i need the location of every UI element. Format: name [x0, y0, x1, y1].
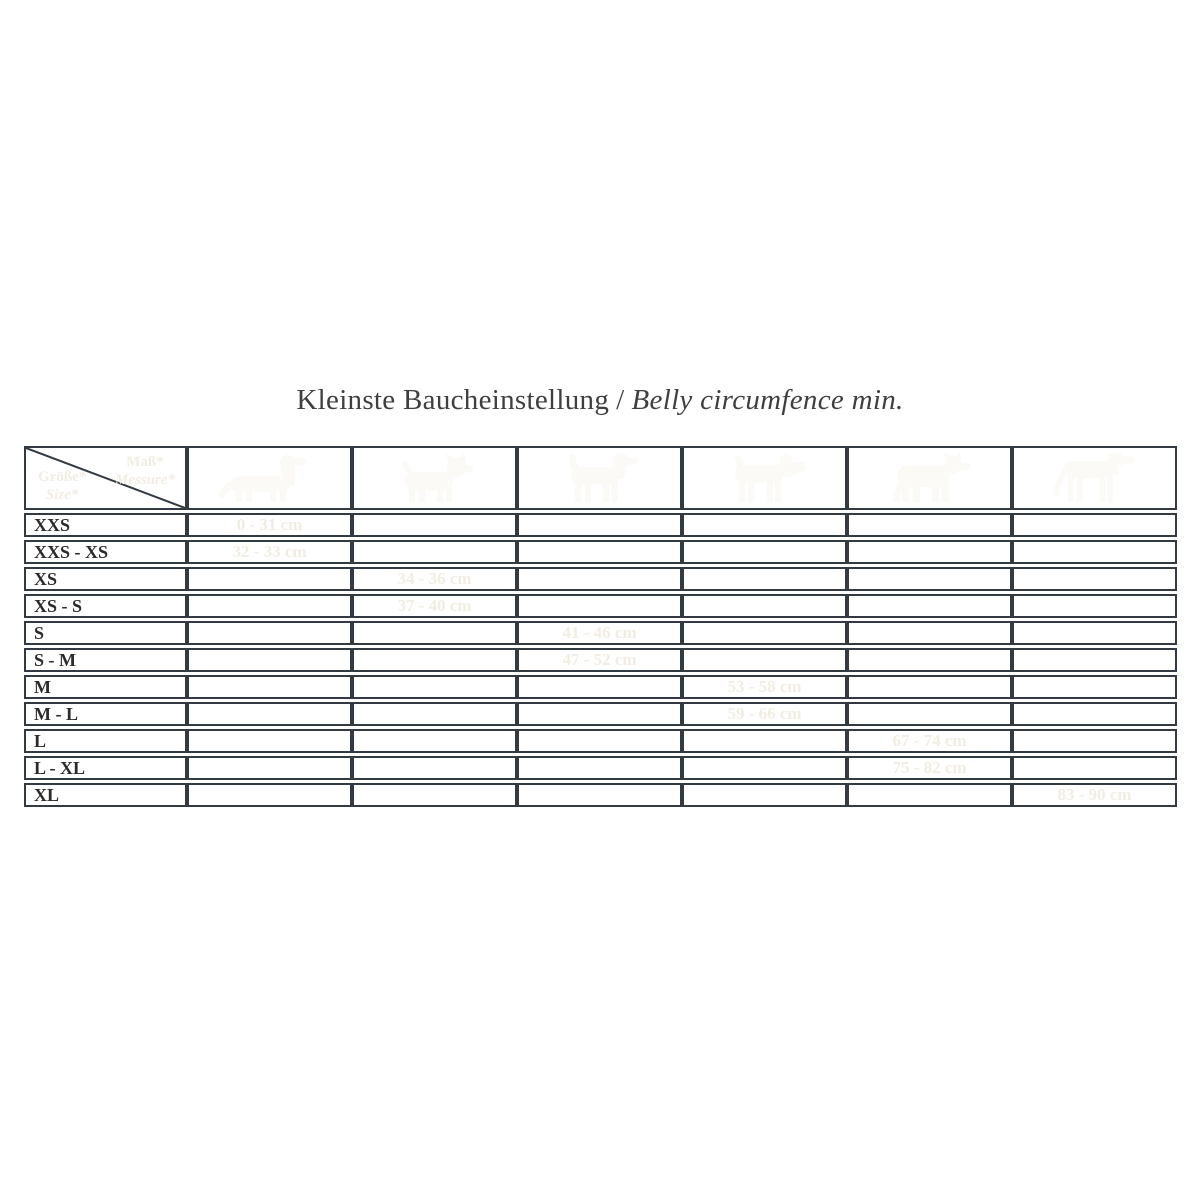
column-header-terrier [352, 446, 517, 510]
range-cell: 41 - 46 cm [517, 621, 682, 645]
empty-cell [682, 594, 847, 618]
title-separator: / [616, 384, 625, 416]
empty-cell [847, 513, 1012, 537]
empty-cell [847, 648, 1012, 672]
empty-cell [352, 675, 517, 699]
empty-cell [1012, 648, 1177, 672]
dachshund-icon [208, 452, 332, 506]
empty-cell [847, 540, 1012, 564]
empty-cell [517, 540, 682, 564]
corner-cell [24, 446, 187, 510]
column-header-dachshund [187, 446, 352, 510]
size-label-cell: XS [24, 567, 187, 591]
size-label-cell: XL [24, 783, 187, 807]
size-label-en: Size* [45, 487, 79, 503]
empty-cell [187, 702, 352, 726]
empty-cell [517, 513, 682, 537]
empty-cell [352, 513, 517, 537]
empty-cell [1012, 594, 1177, 618]
empty-cell [517, 729, 682, 753]
empty-cell [1012, 567, 1177, 591]
table-row [24, 513, 1177, 537]
table-row [24, 567, 1177, 591]
empty-cell [352, 756, 517, 780]
hound-icon [538, 452, 662, 506]
size-header [38, 468, 86, 504]
range-cell: 34 - 36 cm [352, 567, 517, 591]
empty-cell [1012, 675, 1177, 699]
column-header-husky [847, 446, 1012, 510]
size-label-cell: M - L [24, 702, 187, 726]
empty-cell [187, 648, 352, 672]
schnauzer-icon [703, 452, 827, 506]
size-label-cell: XXS - XS [24, 540, 187, 564]
empty-cell [352, 540, 517, 564]
empty-cell [352, 621, 517, 645]
range-cell: 67 - 74 cm [847, 729, 1012, 753]
empty-cell [187, 675, 352, 699]
table-row [24, 594, 1177, 618]
empty-cell [1012, 513, 1177, 537]
empty-cell [682, 729, 847, 753]
empty-cell [1012, 540, 1177, 564]
size-label-cell: S [24, 621, 187, 645]
empty-cell [847, 567, 1012, 591]
empty-cell [352, 648, 517, 672]
column-header-great-dane [1012, 446, 1177, 510]
table-row [24, 702, 1177, 726]
empty-cell [352, 702, 517, 726]
range-cell: 47 - 52 cm [517, 648, 682, 672]
table-row [24, 729, 1177, 753]
table-row [24, 648, 1177, 672]
empty-cell [187, 594, 352, 618]
empty-cell [517, 783, 682, 807]
range-cell: 75 - 82 cm [847, 756, 1012, 780]
empty-cell [352, 783, 517, 807]
empty-cell [847, 594, 1012, 618]
husky-icon [868, 452, 992, 506]
range-cell: 59 - 66 cm [682, 702, 847, 726]
empty-cell [187, 729, 352, 753]
title-english: Belly circumfence min. [631, 384, 904, 416]
size-label-cell: M [24, 675, 187, 699]
empty-cell [187, 783, 352, 807]
table-row [24, 756, 1177, 780]
empty-cell [682, 513, 847, 537]
empty-cell [682, 540, 847, 564]
measure-header [115, 453, 175, 489]
size-label-cell: L - XL [24, 756, 187, 780]
range-cell: 37 - 40 cm [352, 594, 517, 618]
empty-cell [517, 756, 682, 780]
size-label-de: Größe* [38, 469, 87, 485]
empty-cell [517, 702, 682, 726]
table-row [24, 783, 1177, 807]
table-row [24, 621, 1177, 645]
empty-cell [847, 675, 1012, 699]
table-body [24, 513, 1177, 807]
range-cell: 0 - 31 cm [187, 513, 352, 537]
chart-title [0, 384, 1200, 417]
empty-cell [187, 756, 352, 780]
great-dane-icon [1033, 452, 1157, 506]
table-row [24, 675, 1177, 699]
size-label-cell: L [24, 729, 187, 753]
empty-cell [682, 783, 847, 807]
empty-cell [682, 567, 847, 591]
title-german: Kleinste Baucheinstellung [296, 384, 610, 416]
empty-cell [682, 648, 847, 672]
range-cell: 83 - 90 cm [1012, 783, 1177, 807]
size-label-cell: S - M [24, 648, 187, 672]
column-header-schnauzer [682, 446, 847, 510]
empty-cell [352, 729, 517, 753]
empty-cell [847, 702, 1012, 726]
empty-cell [1012, 729, 1177, 753]
empty-cell [187, 567, 352, 591]
empty-cell [682, 621, 847, 645]
empty-cell [517, 567, 682, 591]
size-label-cell: XXS [24, 513, 187, 537]
empty-cell [517, 675, 682, 699]
empty-cell [1012, 621, 1177, 645]
header-row [24, 446, 1177, 510]
empty-cell [517, 594, 682, 618]
measure-label-de: Maß* [126, 454, 164, 470]
size-label-cell: XS - S [24, 594, 187, 618]
measure-label-en: Messure* [114, 472, 175, 488]
range-cell: 53 - 58 cm [682, 675, 847, 699]
empty-cell [847, 783, 1012, 807]
column-header-hound [517, 446, 682, 510]
empty-cell [1012, 756, 1177, 780]
range-cell: 32 - 33 cm [187, 540, 352, 564]
size-table [24, 443, 1177, 810]
empty-cell [1012, 702, 1177, 726]
table-row [24, 540, 1177, 564]
empty-cell [847, 621, 1012, 645]
terrier-icon [373, 452, 497, 506]
empty-cell [682, 756, 847, 780]
empty-cell [187, 621, 352, 645]
